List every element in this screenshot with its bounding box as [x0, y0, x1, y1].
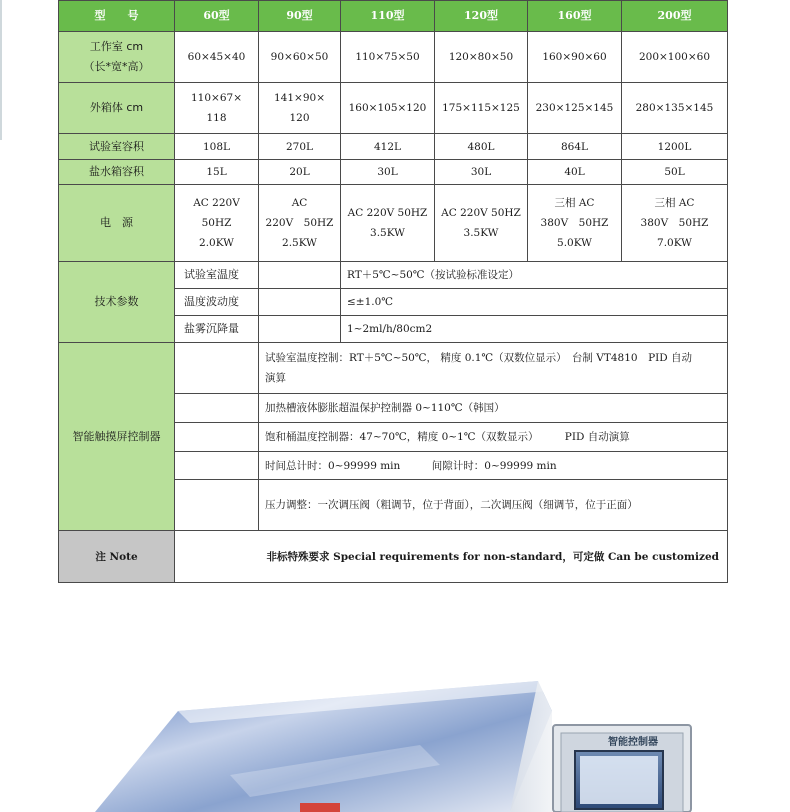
model-cell: 60型	[175, 1, 259, 32]
model-cell: 120型	[435, 1, 528, 32]
value-cell: 120×80×50	[435, 32, 528, 83]
value-line: AC	[291, 197, 308, 209]
controller-item: 加热槽液体膨胀超温保护控制器 0~110℃（韩国）	[259, 394, 728, 423]
controller-label: 智能触摸屏控制器	[59, 343, 175, 531]
work-chamber-row	[59, 32, 728, 83]
value-cell: 30L	[341, 160, 435, 185]
screen-display	[580, 756, 658, 804]
empty-cell	[175, 343, 259, 394]
outer-box-row	[59, 83, 728, 134]
power-row	[59, 185, 728, 262]
value-cell	[175, 185, 259, 262]
value-cell	[622, 185, 728, 262]
model-cell: 160型	[528, 1, 622, 32]
value-cell: 50L	[622, 160, 728, 185]
empty-cell	[259, 262, 341, 289]
controller-row	[59, 343, 728, 394]
empty-cell	[259, 316, 341, 343]
model-cell: 110型	[341, 1, 435, 32]
value-cell: 90×60×50	[259, 32, 341, 83]
item-line: 演算	[265, 372, 286, 384]
tech-param-name: 试验室温度	[175, 262, 259, 289]
value-cell: 280×135×145	[622, 83, 728, 134]
note-row	[59, 531, 728, 583]
value-line: 三相 AC	[654, 197, 695, 209]
empty-cell	[175, 480, 259, 531]
value-cell: 40L	[528, 160, 622, 185]
label-line: （长*宽*高）	[83, 60, 150, 73]
value-cell: 1200L	[622, 134, 728, 160]
label-line: 工作室 cm	[89, 40, 144, 53]
empty-cell	[175, 452, 259, 480]
value-line: 120	[289, 112, 310, 124]
value-cell	[259, 83, 341, 134]
value-line: AC 220V 50HZ	[347, 207, 428, 219]
value-line: 三相 AC	[554, 197, 595, 209]
controller-item	[259, 343, 728, 394]
value-cell	[175, 83, 259, 134]
value-line: 110×67×	[191, 92, 242, 104]
value-cell: 200×100×60	[622, 32, 728, 83]
controller-item: 时间总计时：0~99999 min 间隙计时：0~99999 min	[259, 452, 728, 480]
value-cell: 230×125×145	[528, 83, 622, 134]
controller-item: 饱和桶温度控制器：47~70℃，精度 0~1℃（双数显示） PID 自动演算	[259, 423, 728, 452]
item-line: 试验室温度控制：RT＋5℃~50℃， 精度 0.1℃（双数位显示） 台制 VT4810 PID 自动	[265, 352, 693, 364]
value-cell: 108L	[175, 134, 259, 160]
value-cell: 160×90×60	[528, 32, 622, 83]
note-label: 注 Note	[59, 531, 175, 583]
spec-table	[58, 0, 728, 583]
tech-param-value: RT＋5℃~50℃（按试验标准设定）	[341, 262, 728, 289]
red-latch	[300, 803, 340, 812]
brine-volume-row	[59, 160, 728, 185]
value-cell: 110×75×50	[341, 32, 435, 83]
value-cell: 175×115×125	[435, 83, 528, 134]
value-line: 380V 50HZ	[540, 217, 609, 229]
value-line: AC 220V 50HZ	[441, 207, 521, 219]
value-line: 7.0KW	[657, 237, 692, 249]
brine-volume-label: 盐水箱容积	[59, 160, 175, 185]
empty-cell	[175, 394, 259, 423]
outer-box-label: 外箱体 cm	[59, 83, 175, 134]
value-cell: 160×105×120	[341, 83, 435, 134]
tech-param-value: ≤±1.0℃	[341, 289, 728, 316]
value-cell	[435, 185, 528, 262]
tech-param-name: 温度波动度	[175, 289, 259, 316]
controller-item: 压力调整：一次调压阀（粗调节，位于背面），二次调压阀（细调节，位于正面）	[259, 480, 728, 531]
value-cell: 20L	[259, 160, 341, 185]
value-line: 2.5KW	[282, 237, 317, 249]
value-cell: 30L	[435, 160, 528, 185]
value-line: 3.5KW	[370, 227, 405, 239]
value-cell: 270L	[259, 134, 341, 160]
value-line: 141×90×	[274, 92, 325, 104]
value-cell	[341, 185, 435, 262]
controller-panel-title: 智能控制器	[608, 737, 658, 748]
power-label: 电 源	[59, 185, 175, 262]
value-cell: 60×45×40	[175, 32, 259, 83]
value-cell: 412L	[341, 134, 435, 160]
value-cell: 864L	[528, 134, 622, 160]
model-header-cell: 型 号	[59, 1, 175, 32]
left-edge-line	[0, 0, 2, 140]
tech-label: 技术参数	[59, 262, 175, 343]
note-value: 非标特殊要求 Special requirements for non-standard，可定做 Can be customized	[175, 531, 728, 583]
value-cell: 15L	[175, 160, 259, 185]
value-cell	[528, 185, 622, 262]
value-line: 3.5KW	[463, 227, 499, 239]
value-line: 5.0KW	[557, 237, 592, 249]
chamber-volume-label: 试验室容积	[59, 134, 175, 160]
value-line: 380V 50HZ	[640, 217, 709, 229]
value-line: 118	[206, 112, 227, 124]
chamber-volume-row	[59, 134, 728, 160]
value-cell	[259, 185, 341, 262]
value-line: AC 220V 50HZ	[193, 197, 240, 229]
empty-cell	[259, 289, 341, 316]
value-cell: 480L	[435, 134, 528, 160]
model-cell: 90型	[259, 1, 341, 32]
tech-row	[59, 262, 728, 289]
header-row	[59, 1, 728, 32]
value-line: 220V 50HZ	[265, 217, 334, 229]
model-cell: 200型	[622, 1, 728, 32]
tech-param-value: 1~2ml/h/80cm2	[341, 316, 728, 343]
empty-cell	[175, 423, 259, 452]
tech-param-name: 盐雾沉降量	[175, 316, 259, 343]
value-line: 2.0KW	[199, 237, 234, 249]
work-chamber-label	[59, 32, 175, 83]
product-photo	[0, 625, 790, 812]
